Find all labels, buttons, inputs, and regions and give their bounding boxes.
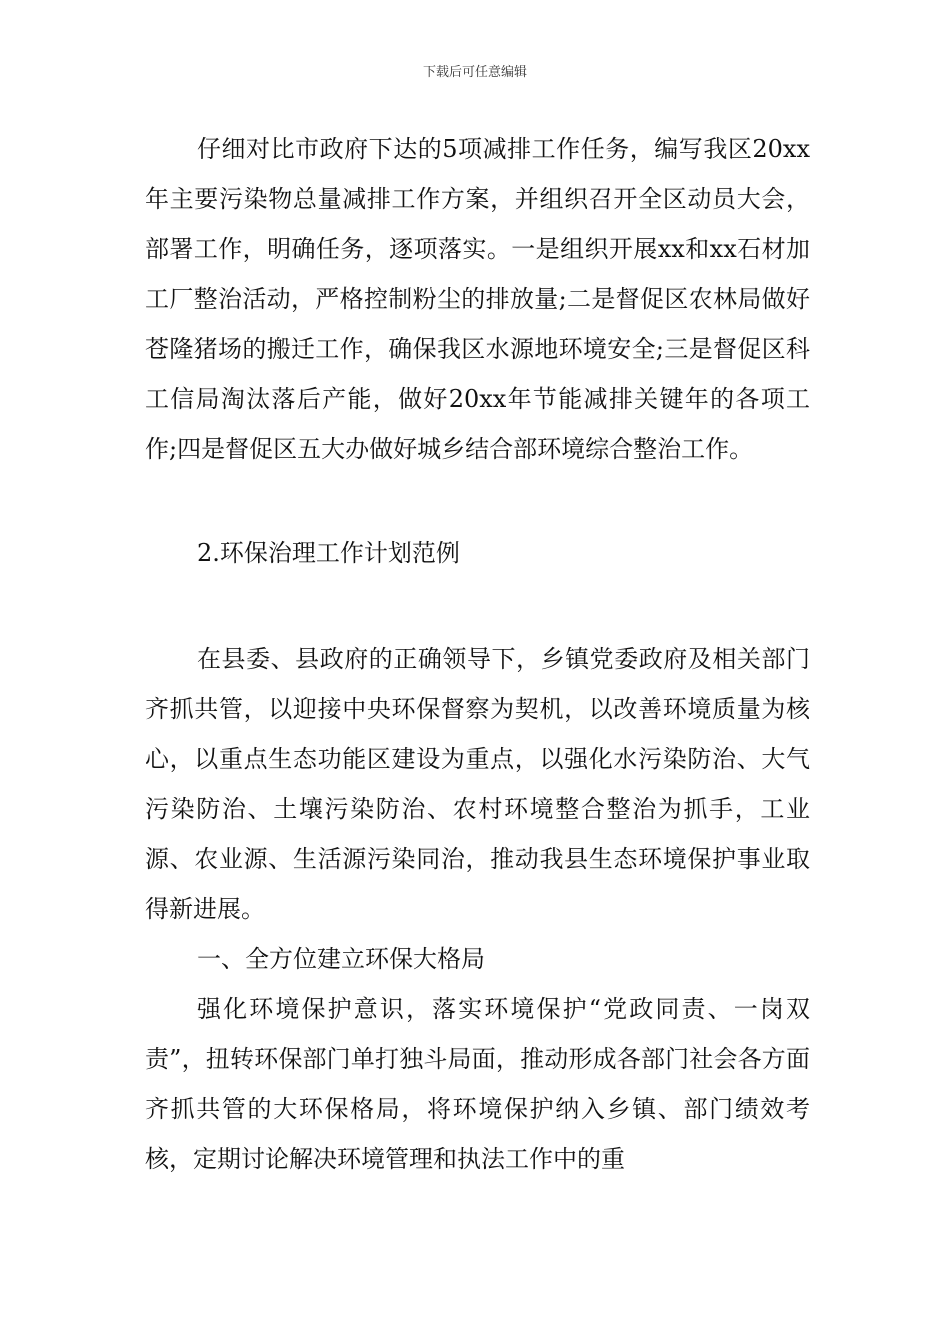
page-header: 下载后可任意编辑 (422, 65, 527, 80)
spacer (145, 474, 810, 528)
subheading: 一、全方位建立环保大格局 (197, 945, 485, 973)
paragraph-county-leadership: 在县委、县政府的正确领导下，乡镇党委政府及相关部门齐抓共管，以迎接中央环保督察为契机，以改善环境质量为核心，以重点生态功能区建设为重点，以强化水污染防治、大气污染防治、土壤污染防治、农村环境整合整治为抓手，工业源、农业源、生活源污染同治，推动我县生态环境保护事业取得新进展。 (145, 645, 810, 923)
section-title: 2.环保治理工作计划范例 (197, 539, 460, 567)
spacer (145, 578, 810, 634)
paragraph-environment-awareness: 强化环境保护意识，落实环境保护“党政同责、一岗双责”，扭转环保部门单打独斗局面，推动形成各部门社会各方面齐抓共管的大环保格局，将环境保护纳入乡镇、部门绩效考核，定期讨论解决环境管理和执法工作中的重 (145, 995, 810, 1173)
document-body (145, 124, 810, 1184)
paragraph-emission-reduction: 仔细对比市政府下达的5项减排工作任务，编写我区20xx年主要污染物总量减排工作方案，并组织召开全区动员大会，部署工作，明确任务，逐项落实。一是组织开展xx和xx石材加工厂整治活动，严格控制粉尘的排放量;二是督促区农林局做好苍隆猪场的搬迁工作，确保我区水源地环境安全;三是督促区科工信局淘汰落后产能，做好20xx年节能减排关键年的各项工作;四是督促区五大办做好城乡结合部环境综合整治工作。 (145, 135, 810, 463)
